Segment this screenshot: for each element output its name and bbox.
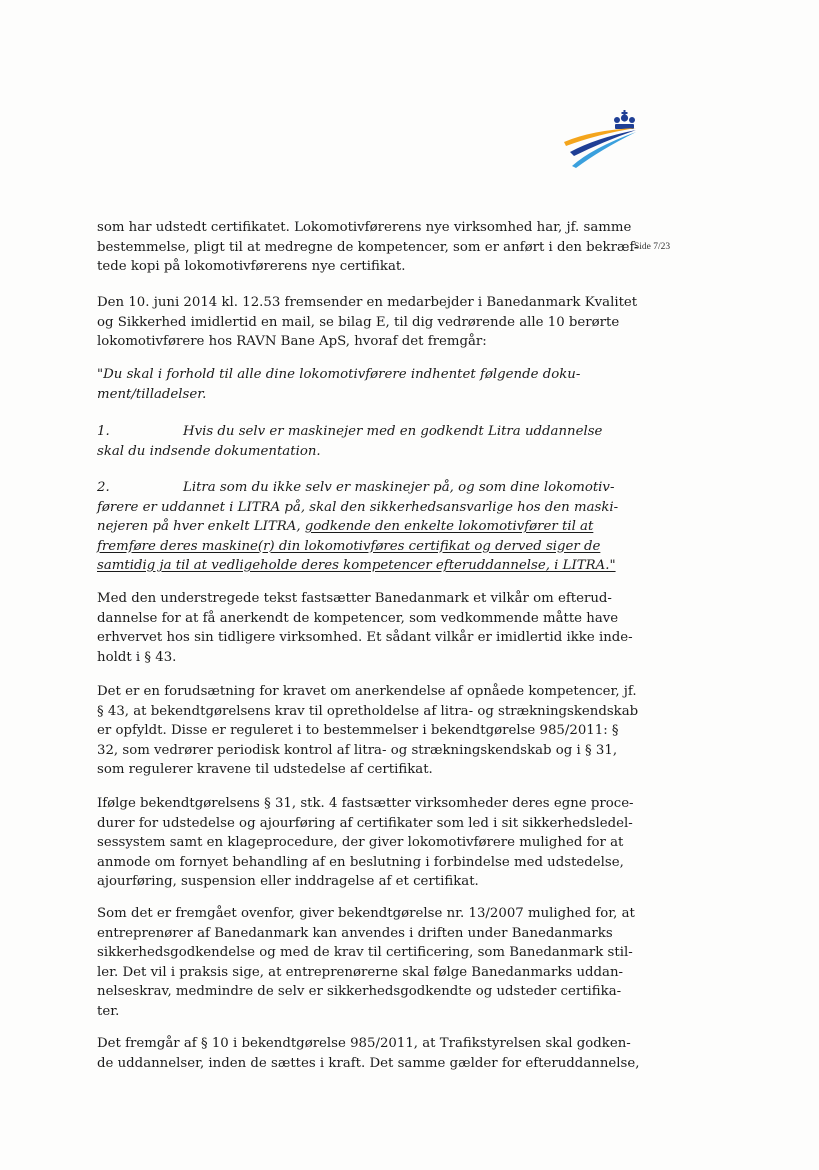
paragraph-6: Som det er fremgået ovenfor, giver bekendtgørelse nr. 13/2007 mulighed for, at entreprenører af Banedanmark kan anvendes i driften under Banedanmarks sikkerhedsgodkendelse og med de krav til certificering, som Banedanmark stil- ler. Det vil i praksis sige, at entreprenørerne skal følge Banedanmarks uddan- nelseskrav, medmindre de selv er sikkerhedsgodkendte og udsteder certifika- ter.: [97, 906, 635, 1019]
paragraph-1: som har udstedt certifikatet. Lokomotivførerens nye virksomhed har, jf. samme bestemmelse, pligt til at medregne de kompetencer, som er anført i den bekræf- tede kopi på lokomotivførerens nye certifikat.: [97, 220, 639, 274]
quote-item-1: 1. Hvis du selv er maskinejer med en godkendt Litra uddannelse skal du indsende dokumentation.: [97, 424, 603, 459]
paragraph-2: Den 10. juni 2014 kl. 12.53 fremsender en medarbejder i Banedanmark Kvalitet og Sikkerhed imidlertid en mail, se bilag E, til dig vedrørende alle 10 berørte lokomotivførere hos RAVN Bane ApS, hvoraf det fremgår:: [97, 295, 638, 349]
quote-intro: "Du skal i forhold til alle dine lokomotivførere indhentet følgende doku- ment/tilladelser.: [97, 367, 581, 402]
crown-icon: [614, 110, 635, 129]
underlined-text: fremføre deres maskine(r) din lokomotivføres certifikat og derved siger de: [97, 538, 601, 554]
quote-item-2: 2. Litra som du ikke selv er maskinejer på, og som dine lokomotiv- førere er uddannet i LITRA på, skal den sikkerhedsansvarlige hos den maski- nejeren på hver enkelt LITRA, godkende den enkelte lokomotivfører til at fremføre deres maskine(r) din lokomotivføres certifikat og derved siger de samtidig ja til at vedligeholde deres kompetencer efteruddannelse, i LITRA.": [97, 478, 591, 576]
underlined-text: samtidig ja til at vedligeholde deres kompetencer efteruddannelse, i LITRA.": [97, 558, 616, 573]
banedanmark-logo: [562, 108, 642, 170]
underlined-text: godkende den enkelte lokomotivfører til at: [304, 519, 594, 534]
paragraph-3: Med den understregede tekst fastsætter Banedanmark et vilkår om efterud- dannelse for at få anerkendt de kompetencer, som vedkommende måtte have erhvervet hos sin tidligere virksomhed. Et sådant vilkår er imidlertid ikke inde- holdt i § 43.: [97, 591, 633, 665]
paragraph-7: Det fremgår af § 10 i bekendtgørelse 985/2011, at Trafikstyrelsen skal godken- de uddannelser, inden de sættes i kraft. Det samme gælder for efteruddannelse,: [97, 1036, 640, 1071]
page-number: Side 7/23: [634, 242, 671, 252]
paragraph-4: Det er en forudsætning for kravet om anerkendelse af opnåede kompetencer, jf. § 43, at bekendtgørelsens krav til opretholdelse af litra- og strækningskendskab er opfyldt. Disse er reguleret i to bestemmelser i bekendtgørelse 985/2011: § 32, som vedrører periodisk kontrol af litra- og strækningskendskab og i § 31, som regulerer kravene til udstedelse af certifikat.: [97, 684, 639, 777]
paragraph-5: Ifølge bekendtgørelsens § 31, stk. 4 fastsætter virksomheder deres egne proce- durer for udstedelse og ajourføring af certifikater som led i sit sikkerhedsledel- sessystem samt en klageprocedure, der giver lokomotivførere mulighed for at anmode om fornyet behandling af en beslutning i forbindelse med udstedelse, ajourføring, suspension eller inddragelse af et certifikat.: [97, 796, 634, 889]
